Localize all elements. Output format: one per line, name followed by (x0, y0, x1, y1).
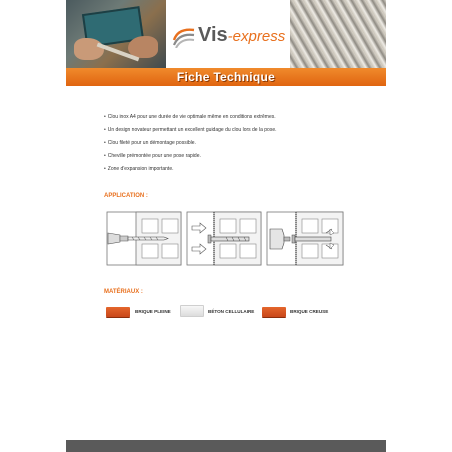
application-step-insert (186, 211, 262, 266)
vis-express-logo (172, 22, 290, 52)
header-photo-electronics (66, 0, 166, 68)
material-label: BÉTON CELLULAIRE (208, 309, 255, 314)
material-label: BRIQUE PLEINE (135, 309, 171, 314)
feature-item: • Cheville prémontée pour une pose rapide. (104, 153, 364, 159)
technical-sheet-page (66, 0, 386, 452)
material-label: BRIQUE CREUSE (290, 309, 329, 314)
hand-left (74, 38, 104, 60)
logo-swoosh-icon (172, 24, 196, 48)
logo-text (198, 24, 285, 47)
application-step-hammer (266, 211, 344, 266)
header-photo-screws (290, 0, 386, 68)
footer-bar (66, 440, 386, 452)
hollow-brick-icon (262, 307, 286, 317)
material-brique-creuse (262, 303, 362, 321)
header-banner (66, 0, 386, 68)
feature-item: • Clou fileté pour un démontage possible. (104, 140, 364, 146)
aerated-concrete-icon (180, 305, 204, 317)
materials-title: MATÉRIAUX : (104, 289, 143, 295)
feature-item: • Un design novateur permettant un excellent guidage du clou lors de la pose. (104, 127, 364, 133)
solid-brick-icon (106, 307, 130, 317)
logo-suffix-text: -express (227, 28, 286, 45)
logo-main-text: Vis (198, 24, 228, 46)
feature-item: • Zone d'expansion importante. (104, 166, 364, 172)
application-title: APPLICATION : (104, 193, 148, 199)
feature-list (104, 114, 364, 179)
feature-item: • Clou inox A4 pour une durée de vie optimale même en conditions extrêmes. (104, 114, 364, 120)
title-bar (66, 68, 386, 86)
page-title: Fiche Technique (176, 70, 276, 84)
application-step-drill (106, 211, 182, 266)
